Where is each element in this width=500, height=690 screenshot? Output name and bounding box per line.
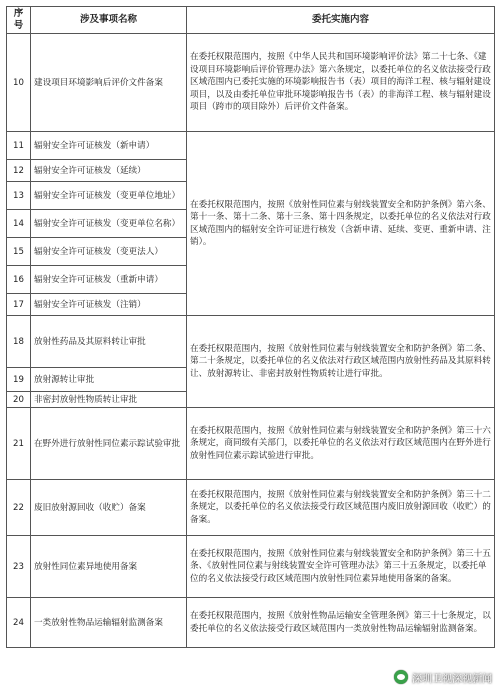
row-item-name: 放射性同位素异地使用备案 [31, 536, 187, 598]
row-item-name: 辐射安全许可证核发（重新申请） [31, 266, 187, 294]
row-number: 22 [7, 480, 31, 536]
row-content: 在委托权限范围内，按照《放射性同位素与射线装置安全和防护条例》第三十五条、《放射性同位素与射线装置安全许可管理办法》第三十五条规定，以委托单位的名义依法接受行政区域范围内放射性同位素异地使用备案的备案。 [187, 536, 495, 598]
delegation-table [6, 6, 495, 648]
row-number: 12 [7, 160, 31, 182]
table-row [7, 536, 495, 598]
row-item-name: 一类放射性物品运输辐射监测备案 [31, 598, 187, 648]
watermark [394, 668, 492, 686]
watermark-text: 深圳卫视深视新闻 [412, 673, 492, 685]
row-item-name: 废旧放射源回收（收贮）备案 [31, 480, 187, 536]
wechat-icon [394, 670, 408, 684]
header-item-name: 涉及事项名称 [31, 7, 187, 34]
row-item-name: 辐射安全许可证核发（新申请） [31, 132, 187, 160]
row-number: 19 [7, 368, 31, 392]
row-item-name: 建设项目环境影响后评价文件备案 [31, 34, 187, 132]
row-number: 11 [7, 132, 31, 160]
row-number: 16 [7, 266, 31, 294]
row-number: 18 [7, 316, 31, 368]
document-page [6, 6, 494, 648]
row-item-name: 辐射安全许可证核发（变更单位地址） [31, 182, 187, 210]
row-number: 13 [7, 182, 31, 210]
row-number: 23 [7, 536, 31, 598]
row-item-name: 辐射安全许可证核发（变更单位名称） [31, 210, 187, 238]
row-number: 24 [7, 598, 31, 648]
row-content: 在委托权限范围内，按照《放射性物品运输安全管理条例》第三十七条规定，以委托单位的名义依法接受行政区域范围内一类放射性物品运输辐射监测备案。 [187, 598, 495, 648]
table-row [7, 408, 495, 480]
row-content: 在委托权限范围内，按照《放射性同位素与射线装置安全和防护条例》第三十六条规定，商同级有关部门，以委托单位的名义依法对行政区域范围内在野外进行放射性同位素示踪试验进行审批。 [187, 408, 495, 480]
header-content: 委托实施内容 [187, 7, 495, 34]
row-item-name: 辐射安全许可证核发（变更法人） [31, 238, 187, 266]
header-number: 序号 [7, 7, 31, 34]
row-number: 15 [7, 238, 31, 266]
row-item-name: 在野外进行放射性同位素示踪试验审批 [31, 408, 187, 480]
table-row [7, 132, 495, 160]
row-item-name: 放射源转让审批 [31, 368, 187, 392]
table-row [7, 480, 495, 536]
table-header-row [7, 7, 495, 34]
row-item-name: 放射性药品及其原料转让审批 [31, 316, 187, 368]
row-item-name: 非密封放射性物质转让审批 [31, 392, 187, 408]
transfer-merged-content: 在委托权限范围内，按照《放射性同位素与射线装置安全和防护条例》第二条、第二十条规定，以委托单位的名义依法对行政区域范围内放射性药品及其原料转让、放射源转让、非密封放射性物质转让进行审批。 [187, 316, 495, 408]
row-item-name: 辐射安全许可证核发（延续） [31, 160, 187, 182]
licence-merged-content: 在委托权限范围内，按照《放射性同位素与射线装置安全和防护条例》第六条、第十一条、第十二条、第十三条、第十四条规定，以委托单位的名义依法对行政区域范围内的辐射安全许可证进行核发（含新申请、延续、变更、重新申请、注销）。 [187, 132, 495, 316]
row-content: 在委托权限范围内，按照《放射性同位素与射线装置安全和防护条例》第三十二条规定，以委托单位的名义依法接受行政区域范围内废旧放射源回收（收贮）的备案。 [187, 480, 495, 536]
row-number: 17 [7, 294, 31, 316]
row-number: 20 [7, 392, 31, 408]
table-row [7, 34, 495, 132]
row-item-name: 辐射安全许可证核发（注销） [31, 294, 187, 316]
row-number: 14 [7, 210, 31, 238]
table-row [7, 316, 495, 368]
table-row [7, 598, 495, 648]
row-number: 21 [7, 408, 31, 480]
row-number: 10 [7, 34, 31, 132]
row-content: 在委托权限范围内，按照《中华人民共和国环境影响评价法》第二十七条、《建设项目环境影响后评价管理办法》第六条规定，以委托单位的名义依法接受行政区域范围内已委托实施的环境影响报告书（表）项目的海洋工程、核与辐射建设项目，以及由委托单位审批环境影响报告书（表）的非海洋工程、核与辐射建设项目（跨市的项目除外）后评价文件备案。 [187, 34, 495, 132]
